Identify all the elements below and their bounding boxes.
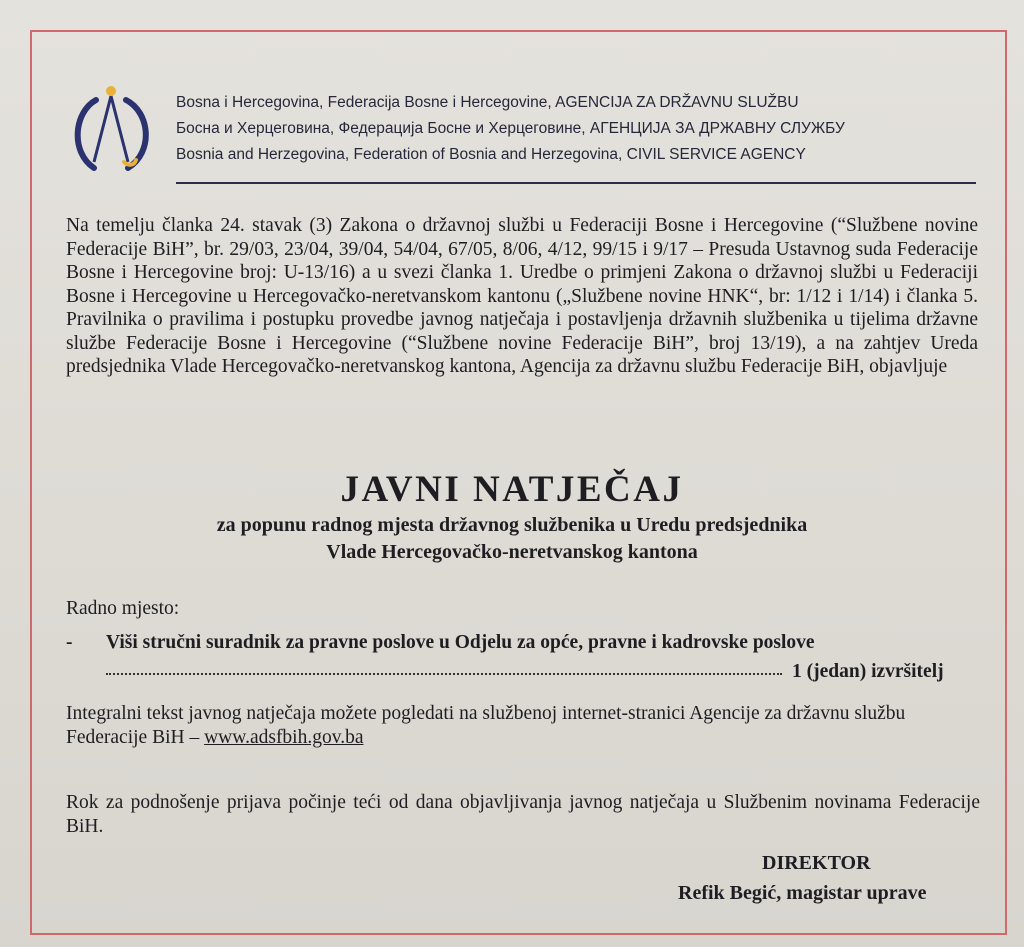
integral-text-paragraph	[66, 702, 980, 750]
intro-paragraph: Na temelju članka 24. stavak (3) Zakona o državnoj službi u Federaciji Bosne i Hercegovine (“Službene novine Federacije BiH”, br. 29/03, 23/04, 39/04, 54/04, 67/05, 8/06, 4/12, 99/15 i 9/17 – Presuda Ustavnog suda Federacije Bosne i Hercegovine broj: U-13/16) a u svezi članka 1. Uredbe o primjeni Zakona o državnoj službi u Federaciji Bosne i Hercegovine u Hercegovačko-neretvanskom kantonu („Službene novine HNK“, br: 1/12 i 1/14) i članka 5. Pravilnika o pravilima i postupku provedbe javnog natječaja i postavljenja državnih službenika u tijelima državne službe Federacije Bosne i Hercegovine (“Službene novine Federacije BiH”, broj 13/19), a na zahtjev Ureda predsjednika Vlade Hercegovačko-neretvanskog kantona, Agencija za državnu službu Federacije BiH, objavljuje	[66, 215, 978, 377]
announcement-title: JAVNI NATJEČAJ	[340, 469, 684, 510]
announcement-subtitle	[0, 512, 1024, 566]
header-line-english: Bosnia and Herzegovina, Federation of Bosnia and Herzegovina, CIVIL SERVICE AGENCY	[176, 146, 806, 163]
agency-website-link[interactable]: www.adsfbih.gov.ba	[204, 727, 364, 748]
subtitle-line-1: za popunu radnog mjesta državnog službenika u Uredu predsjednika	[216, 514, 808, 536]
signature-name: Refik Begić, magistar uprave	[678, 882, 927, 904]
position-title: Viši stručni suradnik za pravne poslove u Odjelu za opće, pravne i kadrovske poslove	[106, 632, 815, 653]
agency-logo-icon	[66, 82, 156, 174]
deadline-paragraph: Rok za podnošenje prijava počinje teći od dana objavljivanja javnog natječaja u Službenim novinama Federacije BiH.	[66, 792, 980, 837]
position-count: 1 (jedan) izvršitelj	[792, 661, 944, 682]
subtitle-line-2: Vlade Hercegovačko-neretvanskog kantona	[326, 541, 698, 563]
signature-title: DIREKTOR	[762, 852, 871, 874]
agency-header	[176, 90, 976, 168]
integral-text: Integralni tekst javnog natječaja možete pogledati na službenoj internet-stranici Agencije za državnu službu Federacije BiH –	[66, 703, 906, 748]
header-divider	[176, 182, 976, 184]
dotted-leader	[106, 673, 782, 675]
position-label: Radno mjesto:	[66, 598, 180, 619]
header-line-cyrillic: Босна и Херцеговина, Федерација Босне и Херцеговине, АГЕНЦИЈА ЗА ДРЖАВНУ СЛУЖБУ	[176, 120, 845, 137]
header-line-bosnian: Bosna i Hercegovina, Federacija Bosne i Hercegovine, AGENCIJA ZA DRŽAVNU SLUŽBU	[176, 94, 799, 111]
position-bullet: -	[66, 632, 73, 653]
